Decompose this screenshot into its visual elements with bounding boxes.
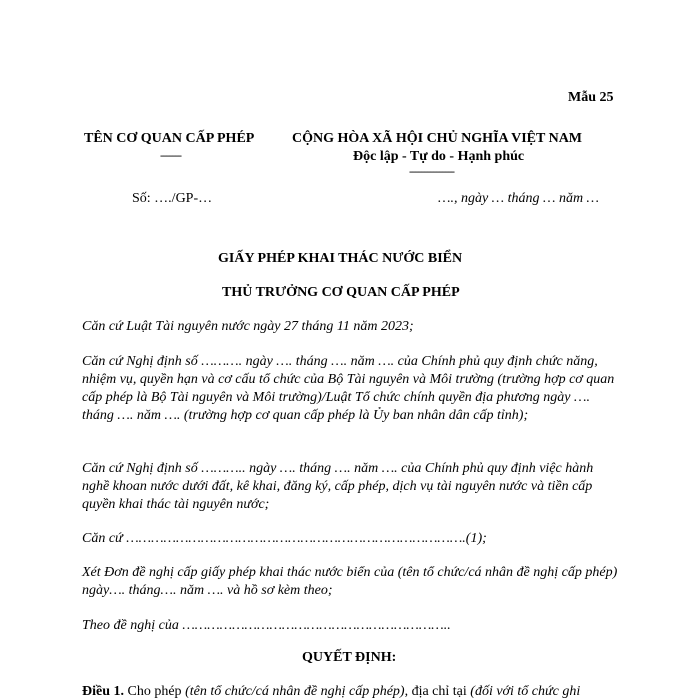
article-1-text-a: Cho phép xyxy=(124,684,186,699)
agency-name: TÊN CƠ QUAN CẤP PHÉP xyxy=(84,131,255,146)
proposal: Theo đề nghị của ……………………………………………………….. xyxy=(82,618,451,633)
article-1-text-c: , địa chỉ tại xyxy=(404,684,471,699)
document-subtitle: THỦ TRƯỞNG CƠ QUAN CẤP PHÉP xyxy=(222,285,460,300)
basis-decree-licensing: Căn cứ Nghị định số ……….. ngày …. tháng …. năm …. của Chính phủ quy định việc hành nghề khoan nước dưới đất, kê khai, đăng ký, cấp phép, dịch vụ tài nguyên nước và tiền cấp quyền khai thác tài nguyên nước; xyxy=(82,461,594,512)
basis-other: Căn cứ ……………………………………………………………………….(1); xyxy=(82,531,487,546)
permit-number: Số: …./GP-… xyxy=(132,191,213,206)
national-motto: Độc lập - Tự do - Hạnh phúc xyxy=(353,149,525,164)
form-code: Mẫu 25 xyxy=(568,90,614,105)
article-1-text-d: (đối với tổ chức ghi xyxy=(470,684,581,699)
application-review: Xét Đơn đề nghị cấp giấy phép khai thác nước biển của (tên tổ chức/cá nhân đề nghị cấp phép) ngày…. tháng…. năm …. và hồ sơ kèm theo; xyxy=(82,565,618,598)
country-name: CỘNG HÒA XÃ HỘI CHỦ NGHĨA VIỆT NAM xyxy=(292,131,583,146)
document-title: GIẤY PHÉP KHAI THÁC NƯỚC BIỂN xyxy=(218,251,463,266)
basis-decree-organization: Căn cứ Nghị định số ………. ngày …. tháng …. năm …. của Chính phủ quy định chức năng, nhiệm vụ, quyền hạn và cơ cấu tổ chức của Bộ Tài nguyên và Môi trường (trường hợp cơ quan cấp phép là Bộ Tài nguyên và Môi trường)/Luật Tổ chức chính quyền địa phương ngày …. tháng …. năm …. (trường hợp cơ quan cấp phép là Ủy ban nhân dân cấp tỉnh); xyxy=(82,354,615,423)
article-1-label: Điều 1. xyxy=(82,684,124,699)
motto-underline: --------------- xyxy=(409,164,454,178)
decision-heading: QUYẾT ĐỊNH: xyxy=(302,650,397,665)
article-1-text-b: (tên tổ chức/cá nhân đề nghị cấp phép) xyxy=(185,684,405,699)
basis-water-law: Căn cứ Luật Tài nguyên nước ngày 27 tháng 11 năm 2023; xyxy=(82,319,414,334)
agency-underline: ------- xyxy=(160,148,181,162)
article-1 xyxy=(82,684,580,700)
place-date: …., ngày … tháng … năm … xyxy=(438,191,600,206)
